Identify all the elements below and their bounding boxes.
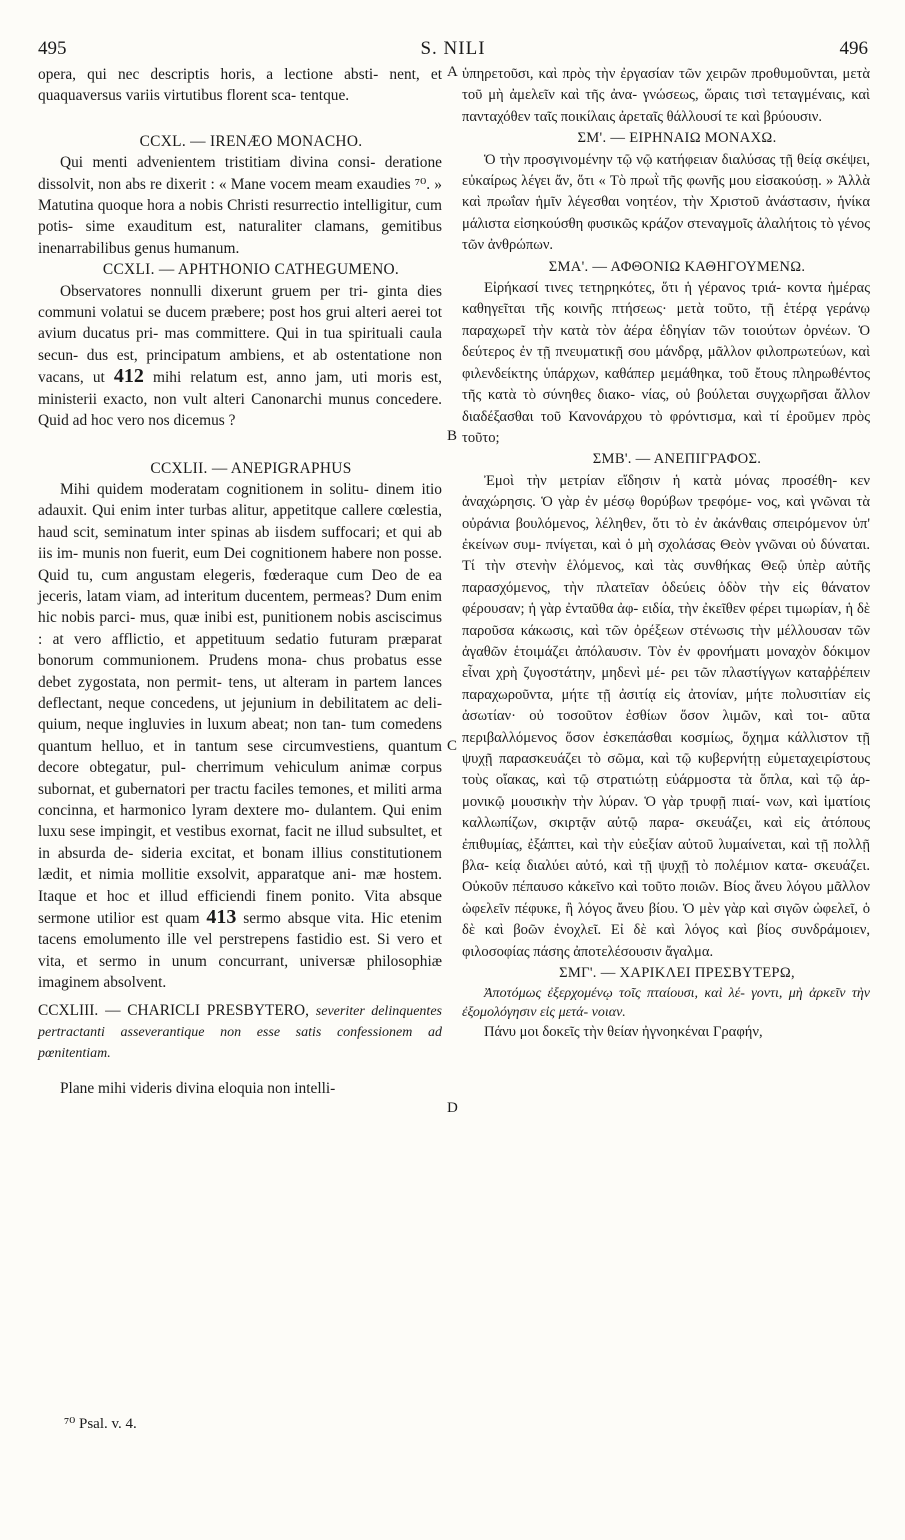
- greek-column: [462, 64, 870, 1044]
- latin-text-242a: Mihi quidem moderatam cognitionem in solitu- dinem itio adauxit. Qui enim inter turbas alitur, appetitque callere cœlestia, haud scit, seminatum inter spinas ab iisdem suffocari; et qui ab iis im- munis non fuerit, eum Dei cognitionem habere non posse. Quid tu, cum angustam elegeris, fœderaque cum Deo de ea jeceris, latam viam, ad interitum ducentem, permeas? Dum enim hic nobis parci- mus, quæ inibi est, punitionem nobis asciscimus : at vero afflictio, et appetituum sedatio futuram præparat bonorum communionem. Prudens mona- chus probatus esse debet zygostata, non permit- tens, ut alteram in partem lances deflectant, neque concedens, ut jejunium in debilitatem ac deli- quium, neque ingluvies in luxum abeat; non tan- tum comedens quantum helluo, et in tantum sese circumvestiens, quantum decore obtegatur, pul- cherrimum vehiculum animæ corpus subornat, et gubernatori per tractu faciles temones, et militi arma concinna, et harmonico lyram dextere mo- dulantem. Qui enim luxu sese impingit, et vestibus exornat, facit ne illud subsultet, et in absurda de- sideria excitat, et bonam illius constitutionem lædit, et nimia mollitie exsolvit, apparatque ani- mæ hostem. Itaque et hoc et illud efficiendi finem ponito. Vita absque sermone utilior est quam: [38, 480, 442, 928]
- latin-text-240: Qui menti advenientem tristitiam divina consi- deratione dissolvit, non abs re dixerit : « Mane vocem meam exaudies ⁷⁰. » Matutina quoque hora a nobis Christi resurrectio intelligitur, cum potis- sime exauditum est, naturaliter clamans, gemitibus inenarrabilibus genus humanum.: [38, 154, 442, 257]
- footnote: ⁷⁰ Psal. v. 4.: [64, 1416, 137, 1432]
- latin-text-242b: sermo absque vita. Hic etenim tacens emolumento ille vel perstrepens fastidio est. Si vero et vita, et sermo in unum concurrant, universæ philosophiæ imaginem absolvent.: [38, 910, 442, 992]
- greek-heading-241: ΣΜΑ'. — ΑΦΘΟΝΙΩ ΚΑΘΗΓΟΥΜΕΝΩ.: [548, 258, 806, 275]
- greek-text-243: Πάνυ μοι δοκεῖς τὴν θείαν ἠγνοηκέναι Γραφήν,: [484, 1024, 763, 1041]
- latin-text-242: [38, 479, 442, 994]
- greek-text-242: Ἐμοὶ τὴν μετρίαν εἴδησιν ἡ κατὰ μόνας προσέθη- κεν ἀναχώρησις. Ὁ γὰρ ἐν μέσῳ θορύβων τρεφόμε- νος, καὶ γνῶναι τὰ οὐράνια βουλόμενος, λέληθεν, ὅτι τὸ ἐν ἀκάνθαις σπειρόμενον ὑπ' ἐκείνων συμ- πνίγεται, καὶ ὁ μὴ σχολάσας Θεὸν γνῶναι οὐ δύναται. Τί τὴν στενὴν ἑλόμενος, καὶ τὰς συνθήκας Θεῷ ὑπὲρ αὐτῆς παρασχόμενος, τὴν πλατεῖαν ὁδεύεις ὁδὸν τὴν εἰς θάνατον φέρουσαν; ἡ γὰρ ἐνταῦθα ἀφ- ειδία, τὴν ἐκεῖθεν φέρει τιμωρίαν, ἡ δὲ παροῦσα κάκωσις, καὶ τῶν ὀρέξεων στένωσις τὴν μέλλουσαν τῶν ἀγαθῶν ἑτοιμάζει ἀπόλαυσιν. Τὸν ἐν φρονήματι μοναχὸν δόκιμον εἶναι χρὴ ζυγοστάτην, μηδενὶ μέ- ρει τῶν πλαστίγγων καταῤῥέπειν παραχωροῦντα, μήτε τῇ ἀσιτίᾳ εἰς ἀτονίαν, μήτε πολυσιτίαν εἰς ἀσωτίαν· οὐ τοσοῦτον ἐσθίων ὅσον λιμῶν, καὶ τοι- αῦτα περιβαλλόμενος ὅσον ἐσκεπάσθαι κοσμίως, ὄχημα κάλλιστον τῇ ψυχῇ παρασκευάζει τὸ σῶμα, καὶ τῷ κυβερνήτῃ εὐμεταχειρίστους τοὺς οἴακας, καὶ τῷ στρατιώτῃ εὐάρμοστα τὰ ὅπλα, καὶ τῷ ἁρ- μονικῷ μουσικὴν τὴν λύραν. Ὁ γὰρ τρυφῇ πιαί- νων, καὶ ἱματίοις καλλωπίζων, σκιρτᾷν αὐτῷ παρα- σκευάζει, καὶ εἰς ἀτόπους ἐπιθυμίας, ἐξάπτει, καὶ τὴν εὐεξίαν αὐτοῦ λυμαίνεται, καὶ τῇ πολλῇ βλα- κείᾳ διαλύει αὐτό, καὶ τῇ ψυχῇ τὸ πολέμιον κατα- σκευάζει. Οὐκοῦν πέπαυσο κἀκεῖνο καὶ τοῦτο ποιῶν. Βίος ἄνευ λόγου μᾶλλον ὠφελεῖν πέφυκε, ἢ λόγος ἄνευ βίου. Ὁ μὲν γὰρ καὶ σιγῶν ὠφελεῖ, ὁ δὲ καὶ βοῶν ἐνοχλεῖ. Εἰ δὲ καὶ λόγος καὶ βίος συνδράμοιεν, φιλοσοφίας πάσης ἀποτελέσουσιν ἄγαλμα.: [462, 472, 870, 960]
- latin-intro: opera, qui nec descriptis horis, a lectione absti- nent, et quaquaversus variis virtutibus florent sca- tentque.: [38, 66, 442, 105]
- page-header: [38, 38, 868, 62]
- latin-heading-242: CCXLII. — ANEPIGRAPHUS: [150, 459, 352, 477]
- margin-letter-b: B: [447, 428, 458, 444]
- latin-text-241b: mihi relatum est, anno jam, uti moris est, ministerii exacto, non vult alteri Canonarchi munus concedere. Quid ad hoc vero nos dicemus ?: [38, 369, 442, 430]
- page-number-left: 495: [38, 38, 67, 59]
- latin-heading-243-title: CCXLIII. — CHARICLI PRESBYTERO,: [38, 1001, 309, 1019]
- column-number-412: 412: [113, 365, 144, 388]
- margin-letter-c: C: [447, 738, 458, 754]
- latin-column: [38, 64, 442, 1099]
- greek-heading-243-sub: Ἀποτόμως ἐξερχομένῳ τοῖς πταίουσι, καὶ λέ- γοντι, μὴ ἀρκεῖν τὴν ἐξομολόγησιν εἰς μετά- νοιαν.: [462, 986, 870, 1021]
- greek-text-241: Εἰρήκασί τινες τετηρηκότες, ὅτι ἡ γέρανος τριά- κοντα ἡμέρας καθηγεῖται τῆς κοινῆς πτήσεως· μετὰ τοῦτο, τῇ ἑτέρᾳ γεράνῳ παραχωρεῖ τὴν κατὰ τὸν ἀέρα ἐδηγίαν τῶν τοιούτων ὀρνέων. Ὁ δεύτερος ἐν τῇ πνευματικῇ σου μάνδρᾳ, μᾶλλον φιλοπρωτεύων, καὶ φιλενδείκτης ὑπάρχων, καθάπερ μεμάθηκα, τοῦ ἔτους πληρωθέντος τῆς κατὰ τὸ σύνηθες διακο- νίας, οὐ βούλεται συγχωρῆσαι ἄλλον διαδέξασθαι τοῦ Κανονάρχου τὸ φρόντισμα, καὶ τί ἐροῦμεν πρὸς τοῦτο;: [462, 280, 870, 446]
- latin-heading-240: CCXL. — IRENÆO MONACHO.: [139, 132, 363, 150]
- greek-heading-242: ΣΜΒ'. — ΑΝΕΠΙΓΡΑΦΟΣ.: [592, 451, 762, 468]
- latin-text-241a: Observatores nonnulli dixerunt gruem per tri- ginta dies communi volatui se ducem præbere; post hos grui alteri aerei tot avium ducatus pri- mas committere. Qui in tua spirituali caula secun- dus est, principatum ambiens, et ab ostentatione non vacans, ut: [38, 282, 442, 387]
- running-title: S. NILI: [420, 38, 486, 59]
- latin-text-243: Plane mihi videris divina eloquia non intelli-: [60, 1079, 336, 1097]
- latin-heading-243: [38, 1000, 442, 1064]
- page-number-right: 496: [839, 38, 868, 59]
- column-number-413: 413: [206, 906, 237, 929]
- greek-intro: ὑπηρετοῦσι, καὶ πρὸς τὴν ἐργασίαν τῶν χειρῶν προθυμοῦνται, μετὰ τοῦ μὴ ἀμελεῖν καὶ τῆς ἀνα- γνώσεως, ὥραις τισὶ τεταγμέναις, καὶ πανταχόθεν ταῖς ποικίλαις ἀρεταῖς θάλλουσί τε καὶ βρύουσιν.: [462, 66, 870, 125]
- greek-text-240: Ὁ τὴν προσγινομένην τῷ νῷ κατήφειαν διαλύσας τῇ θείᾳ σκέψει, εὐκαίρως λέγει ἄν, ὅτι « Τὸ πρωῒ τῆς φωνῆς μου εἰσακούσῃ. » Ἀλλὰ καὶ πρωΐαν ἡμῖν λέγεσθαι νοητέον, τὴν Χριστοῦ ἀνάστασιν, ἡνίκα μάλιστα εἰσηκούσθη φυσικῶς κράζον στεναγμοῖς ἀλαλήτοις τὸ γένος τῶν ἀνθρώπων.: [462, 151, 870, 254]
- greek-heading-240: ΣΜ'. — ΕΙΡΗΝΑΙΩ ΜΟΝΑΧΩ.: [577, 130, 777, 147]
- margin-letter-d: D: [447, 1100, 458, 1116]
- latin-text-241: [38, 281, 442, 432]
- latin-heading-241: CCXLI. — APHTHONIO CATHEGUMENO.: [102, 261, 400, 279]
- latin-heading-243-sub: severiter delinquentes pertractanti asseverantique non esse satis confessionem ad pœnitentiam.: [38, 1003, 442, 1062]
- greek-heading-243: ΣΜΓ'. — ΧΑΡΙΚΛΕΙ ΠΡΕΣΒΥΤΕΡΩ,: [559, 965, 795, 982]
- margin-letter-a: A: [447, 64, 458, 80]
